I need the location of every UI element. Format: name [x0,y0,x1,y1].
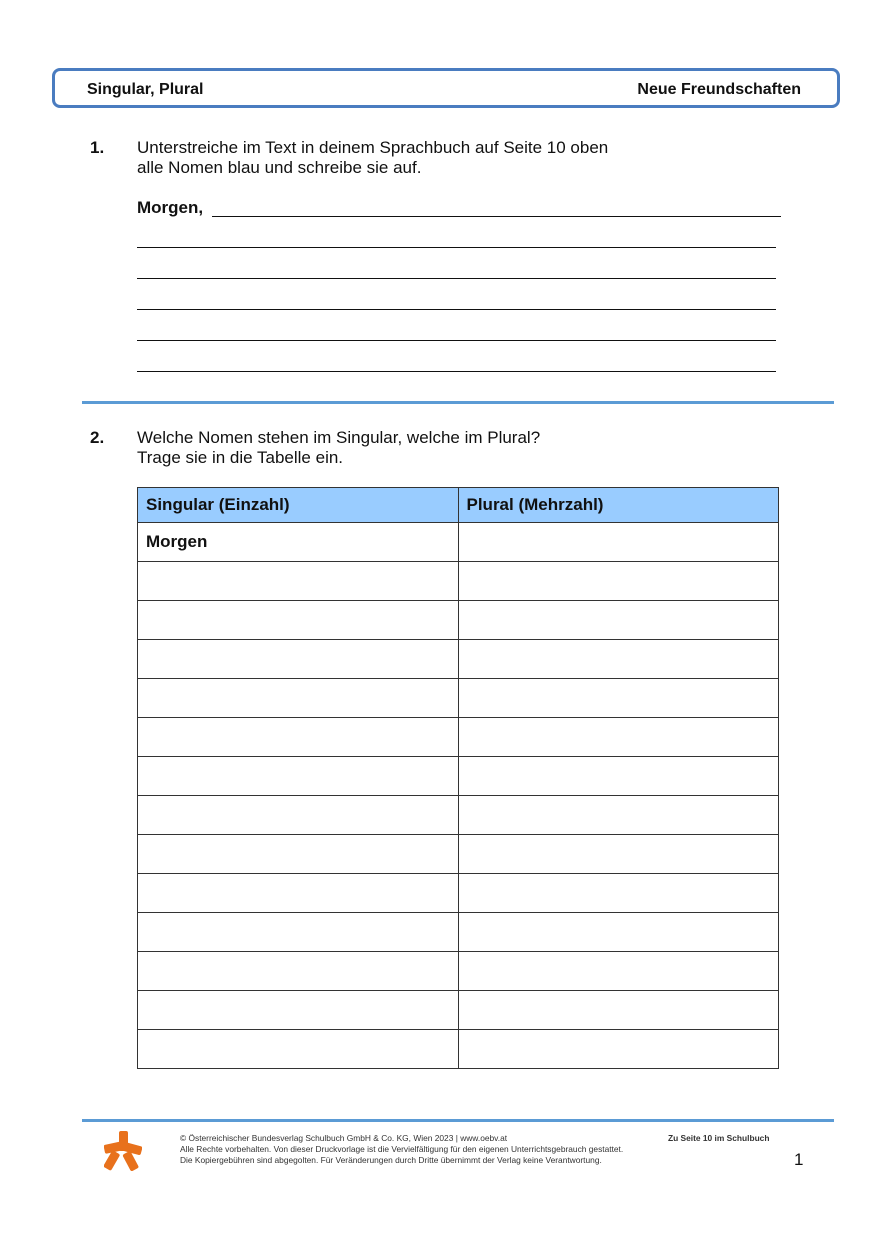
section-divider [82,401,834,404]
task2-instruction-line2: Trage sie in die Tabelle ein. [137,448,344,467]
table-cell-singular[interactable] [138,757,459,796]
footer-copyright [180,1133,623,1166]
table-row [138,718,779,757]
table-cell-singular[interactable] [138,952,459,991]
table-row [138,835,779,874]
footer-textbook-reference: Zu Seite 10 im Schulbuch [668,1133,770,1143]
writing-line[interactable] [137,371,776,372]
table-row [138,523,779,562]
task2-instruction-line1: Welche Nomen stehen im Singular, welche im Plural? [137,428,541,447]
table-row [138,679,779,718]
noun-table [137,487,779,1069]
table-cell-singular[interactable] [138,1030,459,1069]
column-header-singular: Singular (Einzahl) [138,488,459,523]
column-header-plural: Plural (Mehrzahl) [458,488,779,523]
writing-line[interactable] [137,340,776,341]
table-row [138,796,779,835]
table-cell-singular[interactable] [138,562,459,601]
writing-line[interactable] [137,247,776,248]
footer-line: © Österreichischer Bundesverlag Schulbuch GmbH & Co. KG, Wien 2023 | www.oebv.at [180,1133,508,1143]
writing-line[interactable] [137,309,776,310]
table-row [138,562,779,601]
footer-line: Alle Rechte vorbehalten. Von dieser Druckvorlage ist die Vervielfältigung für den eigenen Unterrichtsgebrauch gestattet. [180,1144,624,1154]
table-cell-plural[interactable] [458,796,779,835]
table-cell-singular[interactable] [138,718,459,757]
table-row [138,952,779,991]
task1-instruction-line2: alle Nomen blau und schreibe sie auf. [137,158,422,177]
writing-line[interactable] [212,216,781,217]
page-number: 1 [794,1150,804,1169]
table-row [138,874,779,913]
table-cell-singular[interactable] [138,913,459,952]
table-cell-plural[interactable] [458,952,779,991]
task1-instruction-line1: Unterstreiche im Text in deinem Sprachbuch auf Seite 10 oben [137,138,609,157]
publisher-logo-icon [104,1131,142,1171]
task2-number: 2. [90,428,105,447]
task1-number: 1. [90,138,105,157]
header-box [52,68,840,108]
table-cell-plural[interactable] [458,991,779,1030]
table-cell-singular[interactable] [138,679,459,718]
footer-divider [82,1119,834,1122]
table-cell-singular[interactable] [138,601,459,640]
table-row [138,640,779,679]
table-cell-plural[interactable] [458,913,779,952]
table-row [138,991,779,1030]
table-row [138,757,779,796]
table-cell-singular[interactable]: Morgen [138,523,459,562]
footer-line: Die Kopiergebühren sind abgegolten. Für Veränderungen durch Dritte übernimmt der Verlag keine Verantwortung. [180,1155,602,1165]
table-cell-plural[interactable] [458,640,779,679]
table-row [138,1030,779,1069]
table-cell-singular[interactable] [138,640,459,679]
table-cell-plural[interactable] [458,601,779,640]
table-cell-plural[interactable] [458,835,779,874]
header-unit-title: Neue Freundschaften [637,81,801,98]
table-cell-plural[interactable] [458,874,779,913]
table-cell-singular[interactable] [138,991,459,1030]
table-cell-singular[interactable] [138,835,459,874]
table-cell-plural[interactable] [458,679,779,718]
table-cell-singular[interactable] [138,874,459,913]
table-header-row [138,488,779,523]
table-cell-plural[interactable] [458,718,779,757]
table-cell-singular[interactable] [138,796,459,835]
table-cell-plural[interactable] [458,523,779,562]
table-cell-plural[interactable] [458,1030,779,1069]
writing-line[interactable] [137,278,776,279]
task1-prefill-word: Morgen, [137,198,204,217]
table-row [138,913,779,952]
table-cell-plural[interactable] [458,757,779,796]
table-row [138,601,779,640]
table-cell-plural[interactable] [458,562,779,601]
header-topic: Singular, Plural [87,81,204,98]
